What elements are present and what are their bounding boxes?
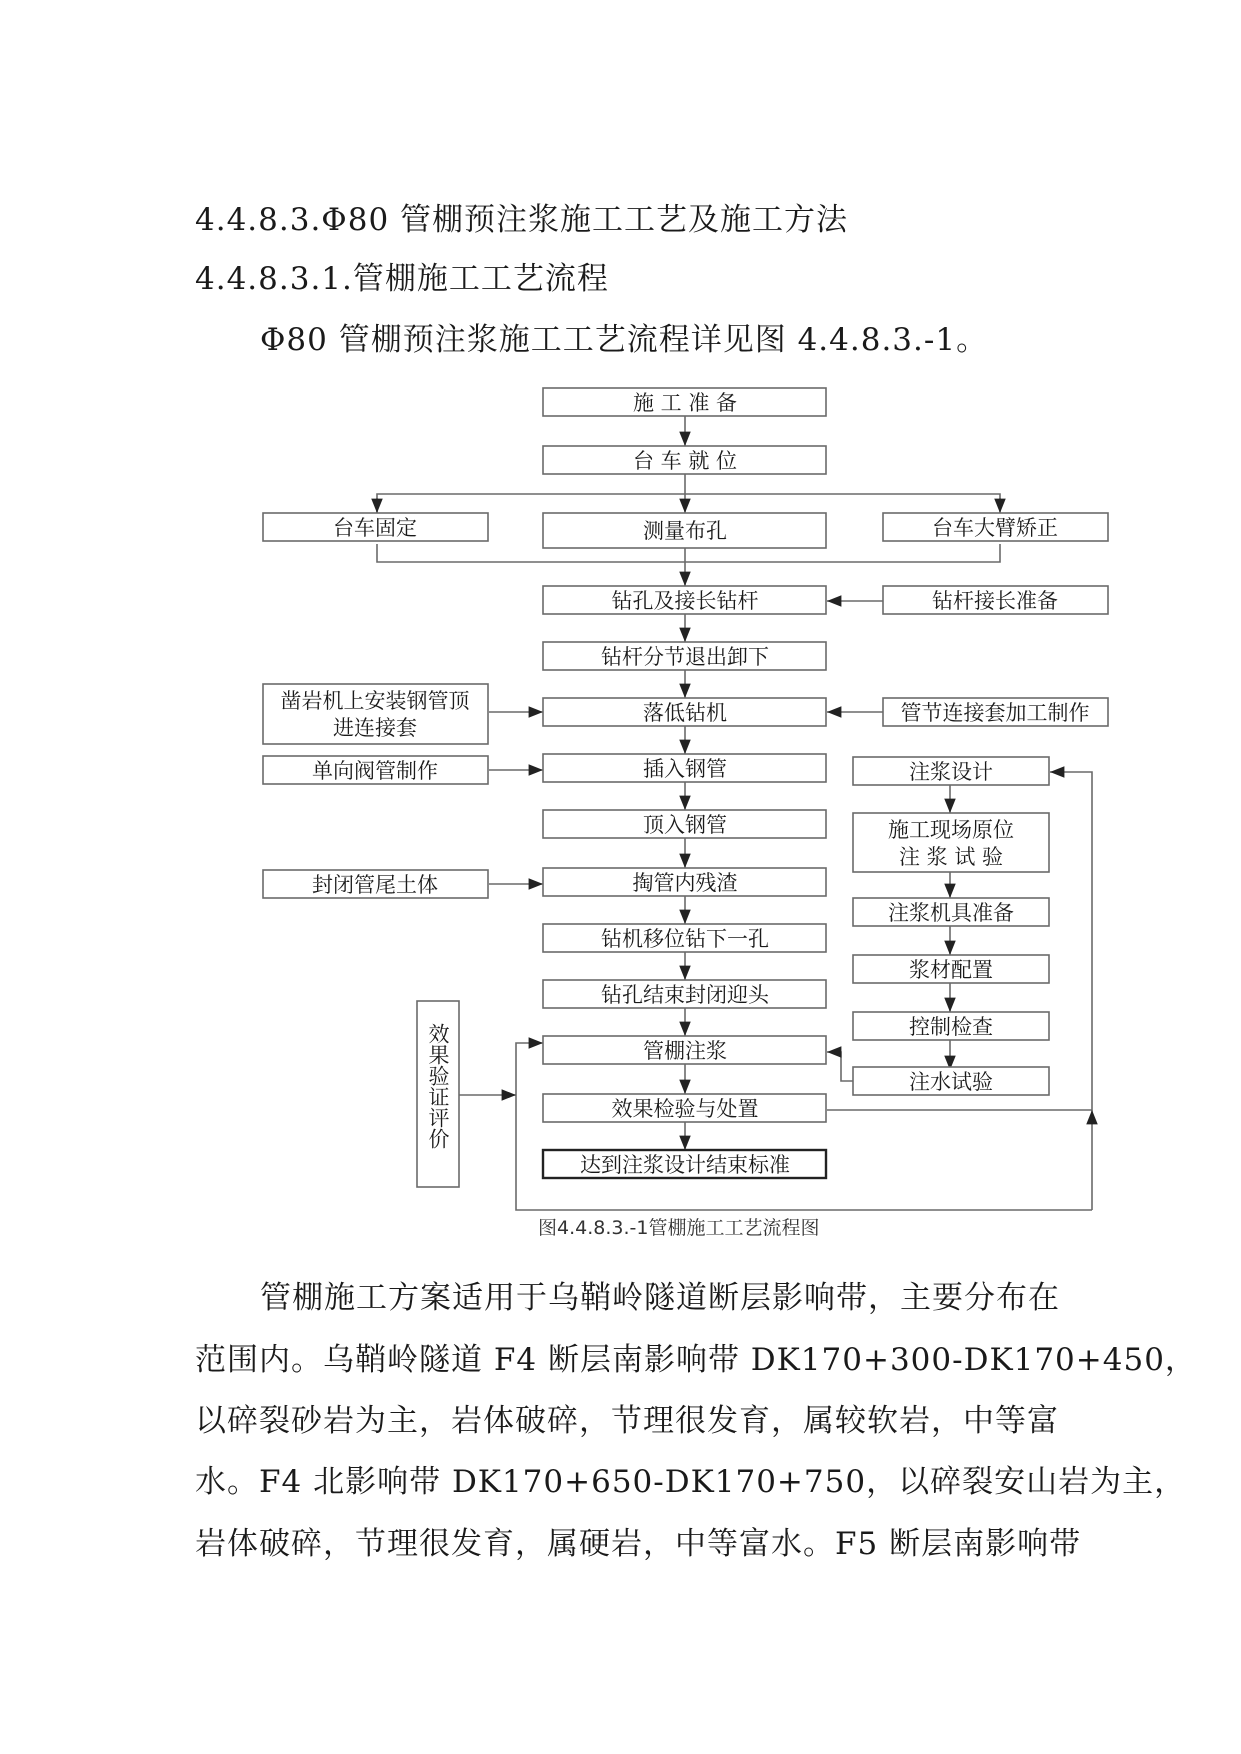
svg-text:效果验证评价: 效果验证评价 [426,1023,450,1149]
box-rock-drill-coupling [263,684,488,744]
svg-text:管节连接套加工制作: 管节连接套加工制作 [900,701,1090,725]
box-push-pipe [543,810,826,838]
svg-text:钻机移位钻下一孔: 钻机移位钻下一孔 [601,927,769,951]
svg-text:台 车 就 位: 台 车 就 位 [632,449,738,473]
figure-caption: 图4.4.8.3.-1管棚施工工艺流程图 [538,1217,820,1239]
box-drilling [543,586,826,614]
svg-text:封闭管尾土体: 封闭管尾土体 [312,873,438,897]
box-grout-mixing [853,955,1049,983]
box-seal-pipe-end [263,870,488,898]
svg-text:测量布孔: 测量布孔 [643,519,727,543]
box-insert-pipe [543,754,826,782]
box-coupling-fabrication [883,698,1108,726]
box-seal-face [543,980,826,1008]
svg-text:控制检查: 控制检查 [909,1015,993,1039]
svg-text:注浆机具准备: 注浆机具准备 [888,901,1014,925]
svg-text:掏管内残渣: 掏管内残渣 [632,871,738,895]
body-line-1: 管棚施工方案适用于乌鞘岭隧道断层影响带，主要分布在 [260,1280,1060,1316]
box-clear-residue [543,868,826,896]
svg-text:钻孔及接长钻杆: 钻孔及接长钻杆 [611,589,759,613]
svg-text:浆材配置: 浆材配置 [909,958,993,982]
box-preparation [543,388,826,416]
box-boom-correction [883,513,1108,541]
svg-text:凿岩机上安装钢管顶: 凿岩机上安装钢管顶 [280,689,470,713]
svg-text:注 浆 试 验: 注 浆 试 验 [898,845,1004,869]
section-heading-4-4-8-3: 4.4.8.3.Φ80 管棚预注浆施工工艺及施工方法 [195,202,849,238]
box-end-standard [543,1150,826,1178]
svg-text:钻孔结束封闭迎头: 钻孔结束封闭迎头 [601,983,769,1007]
body-line-5: 岩体破碎，节理很发育，属硬岩，中等富水。F5 断层南影响带 [195,1526,1082,1562]
body-line-2: 范围内。乌鞘岭隧道 F4 断层南影响带 DK170+300-DK170+450， [195,1342,1197,1378]
box-check-valve-pipe [263,756,488,784]
svg-text:注水试验: 注水试验 [909,1070,993,1094]
box-effect-evaluation [417,1001,459,1187]
svg-text:效果检验与处置: 效果检验与处置 [611,1097,759,1121]
svg-text:台车固定: 台车固定 [333,516,417,540]
svg-text:落低钻机: 落低钻机 [643,701,727,725]
box-grouting-design [853,757,1049,785]
svg-text:注浆设计: 注浆设计 [909,760,993,784]
svg-text:台车大臂矫正: 台车大臂矫正 [932,516,1058,540]
intro-paragraph: Φ80 管棚预注浆施工工艺流程详见图 4.4.8.3.-1。 [260,322,989,358]
svg-text:施工现场原位: 施工现场原位 [888,818,1014,842]
section-heading-4-4-8-3-1: 4.4.8.3.1.管棚施工工艺流程 [195,261,609,297]
body-line-4: 水。F4 北影响带 DK170+650-DK170+750，以碎裂安山岩为主， [195,1464,1187,1500]
svg-text:管棚注浆: 管棚注浆 [643,1039,727,1063]
box-control-check [853,1012,1049,1040]
box-survey-holes [543,513,826,548]
box-lower-drill [543,698,826,726]
svg-text:单向阀管制作: 单向阀管制作 [312,759,438,783]
box-in-situ-test [853,813,1049,872]
svg-text:钻杆接长准备: 钻杆接长准备 [932,589,1058,613]
box-rod-removal [543,642,826,670]
svg-text:钻杆分节退出卸下: 钻杆分节退出卸下 [601,645,769,669]
svg-text:达到注浆设计结束标准: 达到注浆设计结束标准 [580,1153,790,1177]
svg-text:插入钢管: 插入钢管 [643,757,727,781]
svg-text:进连接套: 进连接套 [333,716,417,740]
box-rig-fixing [263,513,488,541]
body-line-3: 以碎裂砂岩为主，岩体破碎，节理很发育，属较软岩，中等富 [195,1403,1059,1439]
box-grouting-equipment [853,898,1049,926]
svg-text:施 工 准 备: 施 工 准 备 [632,391,738,415]
box-rod-prep [883,586,1108,614]
box-effect-inspection [543,1094,826,1122]
svg-text:顶入钢管: 顶入钢管 [643,813,727,837]
box-water-test [853,1067,1049,1095]
box-move-drill [543,924,826,952]
box-rig-positioning [543,446,826,474]
box-pipe-grouting [543,1036,826,1064]
